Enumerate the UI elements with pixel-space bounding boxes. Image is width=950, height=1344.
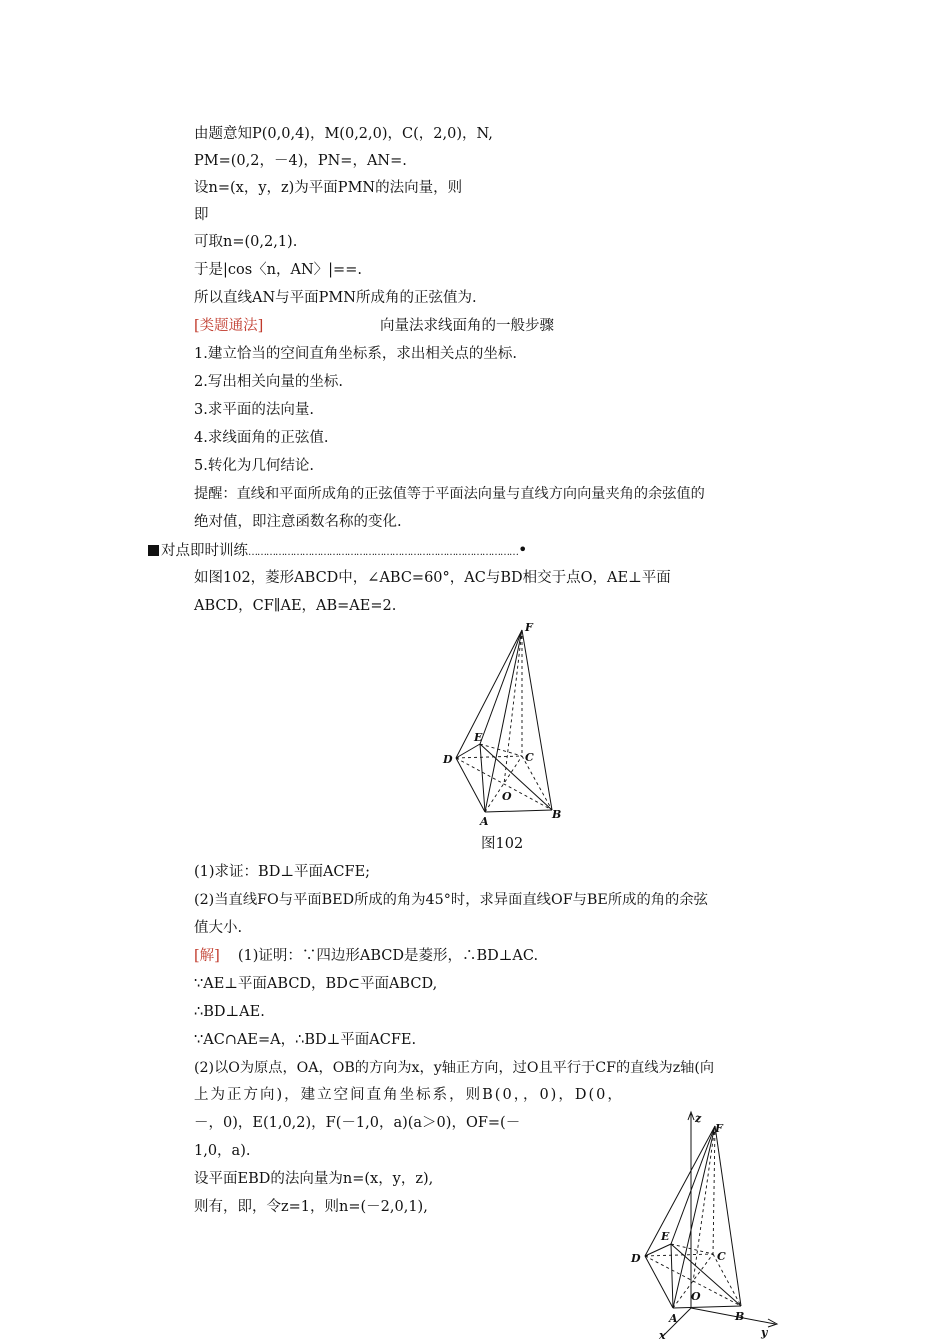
answer-line-7: －，0)，E(1,0,2)，F(－1,0，a)(a＞0)，OF=(－: [194, 1115, 521, 1131]
edge-DE: [645, 1244, 671, 1256]
answer-line-9: 设平面EBD的法向量为n=(x，y，z),: [194, 1171, 434, 1187]
solution-line-2: PM=(0,2，－4)，PN=，AN=.: [194, 153, 407, 169]
method-step-5: 5.转化为几何结论.: [194, 458, 314, 474]
label-F: F: [525, 621, 533, 634]
edge-FA: [673, 1126, 715, 1308]
label-z: z: [695, 1112, 702, 1125]
edge-AB: [485, 810, 552, 812]
label-B2: B: [735, 1310, 745, 1323]
answer-line-4: ∵AC∩AE=A，∴BD⊥平面ACFE.: [194, 1032, 417, 1048]
label-A2: A: [669, 1312, 678, 1325]
question-2-line-1: (2)当直线FO与平面BED所成的角为45°时，求异面直线OF与BE所成的角的余弦: [194, 892, 708, 908]
section-header: [148, 540, 527, 563]
edge-DC: [645, 1254, 713, 1256]
method-step-2: 2.写出相关向量的坐标.: [194, 374, 343, 390]
label-D2: D: [631, 1252, 641, 1265]
method-reminder-2: 绝对值，即注意函数名称的变化.: [194, 514, 402, 530]
solution-line-7: 所以直线AN与平面PMN所成角的正弦值为.: [194, 290, 477, 306]
question-1: (1)求证：BD⊥平面ACFE;: [194, 864, 371, 880]
edge-FD: [456, 630, 522, 758]
answer-line-6: 上为正方向)，建立空间直角坐标系，则B(0，，0)，D(0，: [194, 1087, 624, 1103]
solution-line-3: 设n=(x，y，z)为平面PMN的法向量，则: [194, 180, 463, 196]
bullet-dot-icon: •: [518, 540, 528, 559]
method-title: 向量法求线面角的一般步骤: [380, 318, 554, 334]
method-reminder-1: 提醒：直线和平面所成角的正弦值等于平面法向量与直线方向向量夹角的余弦值的: [194, 486, 705, 502]
edge-FE: [480, 630, 522, 744]
label-O2: O: [691, 1290, 701, 1303]
method-step-4: 4.求线面角的正弦值.: [194, 430, 329, 446]
figure-102: [430, 620, 580, 832]
section-title: 对点即时训练: [161, 543, 248, 559]
method-step-1: 1.建立恰当的空间直角坐标系，求出相关点的坐标.: [194, 346, 517, 362]
label-F2: F: [715, 1122, 723, 1135]
y-axis: [691, 1308, 775, 1324]
solution-line-1: 由题意知P(0,0,4)，M(0,2,0)，C(，2,0)，N,: [194, 126, 493, 142]
label-y: y: [761, 1326, 768, 1339]
section-dots: ………………………………………………………………………………: [248, 547, 518, 558]
solution-line-5: 可取n=(0,2,1).: [194, 234, 298, 250]
label-C: C: [525, 751, 534, 764]
edge-DC: [456, 756, 522, 758]
edge-FO: [693, 1126, 715, 1282]
problem-line-1: 如图102，菱形ABCD中，∠ABC=60°，AC与BD相交于点O，AE⊥平面: [194, 570, 671, 586]
answer-line-1: [194, 946, 538, 966]
square-bullet-icon: [148, 545, 159, 556]
answer-line-2: ∵AE⊥平面ABCD，BD⊂平面ABCD,: [194, 976, 438, 992]
edge-DA: [456, 758, 485, 812]
edge-FE: [671, 1126, 715, 1244]
method-label: [类题通法]: [194, 318, 264, 334]
answer-p1: (1)证明：∵四边形ABCD是菱形，∴BD⊥AC.: [237, 948, 539, 964]
label-E2: E: [661, 1230, 670, 1243]
label-O: O: [502, 790, 512, 803]
answer-line-5: (2)以O为原点，OA，OB的方向为x，y轴正方向，过O且平行于CF的直线为z轴(向: [194, 1060, 715, 1076]
problem-line-2: ABCD，CF∥AE，AB=AE=2.: [194, 598, 397, 614]
solution-line-6: 于是|cos〈n，AN〉|==.: [194, 262, 362, 278]
edge-FC: [713, 1126, 715, 1254]
edge-FD: [645, 1126, 715, 1256]
label-C2: C: [717, 1250, 726, 1263]
answer-line-3: ∴BD⊥AE.: [194, 1004, 265, 1020]
edge-EA: [671, 1244, 673, 1308]
question-2-line-2: 值大小.: [194, 920, 243, 936]
edge-FB: [715, 1126, 741, 1306]
label-x: x: [659, 1329, 666, 1340]
figure-caption: 图102: [481, 836, 524, 852]
edge-DA: [645, 1256, 673, 1308]
coordinate-figure: [625, 1108, 785, 1340]
label-D: D: [443, 753, 453, 766]
answer-label: [解]: [194, 948, 220, 964]
solution-line-4: 即: [194, 207, 209, 223]
edge-EA: [480, 744, 485, 812]
edge-AB: [673, 1306, 741, 1308]
label-B: B: [552, 808, 562, 821]
label-E: E: [474, 731, 483, 744]
answer-line-10: 则有，即，令z=1，则n=(－2,0,1),: [194, 1199, 428, 1215]
label-A: A: [480, 815, 489, 828]
method-step-3: 3.求平面的法向量.: [194, 402, 314, 418]
answer-line-8: 1,0，a).: [194, 1143, 251, 1159]
